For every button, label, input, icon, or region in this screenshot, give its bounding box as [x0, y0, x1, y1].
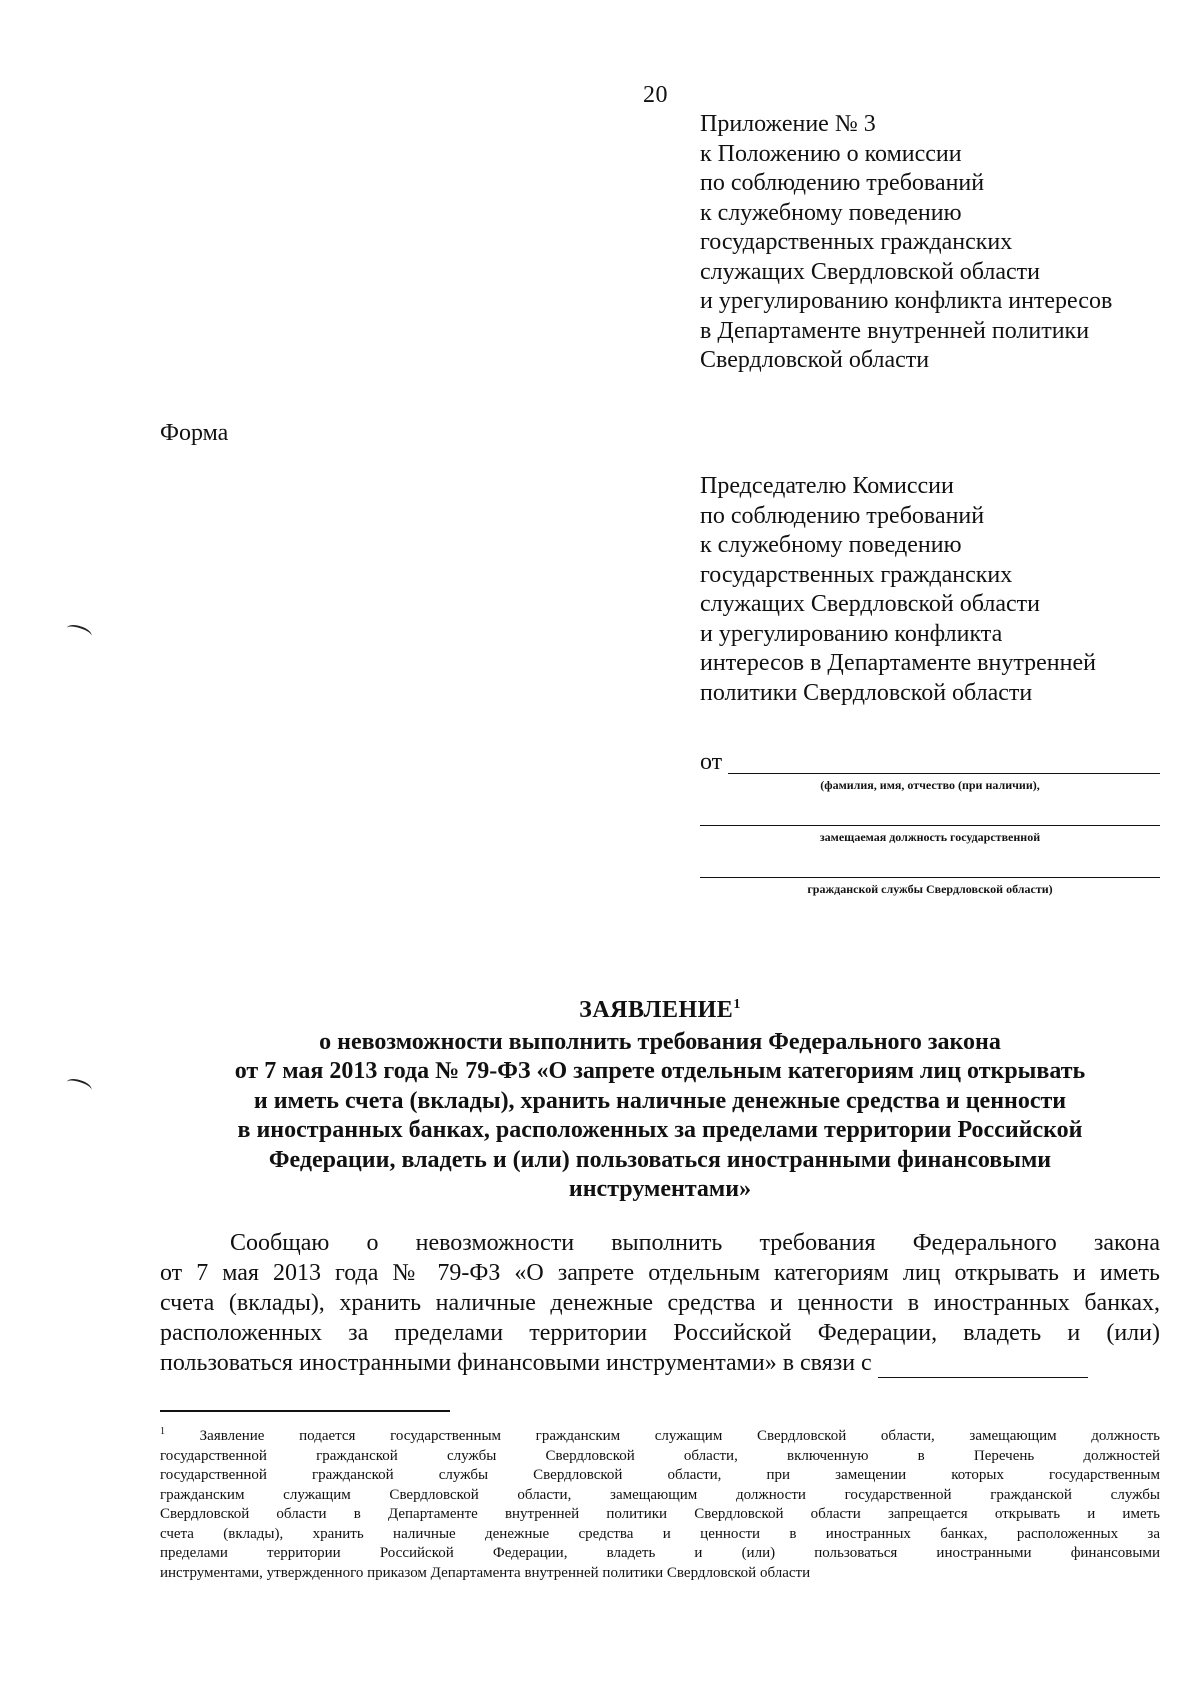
appendix-line: служащих Свердловской области [700, 258, 1040, 285]
addressee-line: по соблюдению требований [700, 502, 985, 529]
footnote-line-first [160, 1422, 1160, 1447]
document-title [170, 990, 1150, 1205]
scan-hole-mark [65, 622, 93, 641]
footnote-line: государственной гражданской службы Свердловской области, включенную в Перечень должностей [160, 1447, 1160, 1464]
addressee-line: Председателю Комиссии [700, 473, 954, 499]
title-line: инструментами» [568, 1176, 752, 1202]
title-footnote-marker: 1 [733, 997, 741, 1012]
sender-name-caption: (фамилия, имя, отчество (при наличии), [820, 778, 1040, 792]
sender-service-caption: гражданской службы Свердловской области) [807, 882, 1053, 896]
footnote-line: государственной гражданской службы Свердловской области, при замещении которых государственным [160, 1467, 1160, 1483]
body-line: Сообщаю о невозможности выполнить требования Федерального закона [230, 1230, 1160, 1256]
addressee-line: к служебному поведению [700, 532, 962, 558]
addressee-block [700, 472, 1170, 708]
title-line: о невозможности выполнить требования Федерального закона [319, 1028, 1001, 1055]
statement-body [160, 1228, 1160, 1378]
addressee-line: государственных гражданских [700, 561, 1013, 588]
footnote-line: Заявление подается государственным гражданским служащим Свердловской области, замещающим должность [199, 1428, 1161, 1444]
appendix-line: по соблюдению требований [700, 170, 985, 196]
appendix-line: к служебному поведению [700, 199, 962, 226]
sender-fields [700, 750, 1160, 896]
body-line: от 7 мая 2013 года № 79-ФЗ «О запрете отдельным категориям лиц открывать и иметь [160, 1260, 1160, 1286]
sender-position-blank[interactable] [700, 824, 1160, 826]
footnote-marker: 1 [160, 1426, 165, 1437]
title-heading [170, 990, 1150, 1026]
appendix-line: к Положению о комиссии [700, 140, 962, 167]
sender-name-row [700, 750, 1160, 774]
title-line: от 7 мая 2013 года № 79-ФЗ «О запрете отдельным категориям лиц открывать [234, 1058, 1086, 1084]
title-line: в иностранных банках, расположенных за пределами территории Российской [237, 1117, 1083, 1143]
sender-name-blank[interactable] [728, 753, 1160, 774]
sender-service-blank[interactable] [700, 876, 1160, 878]
form-label: Форма [160, 420, 229, 446]
addressee-line: политики Свердловской области [700, 679, 1033, 706]
body-line: счета (вклады), хранить наличные денежные средства и ценности в иностранных банках, [160, 1290, 1160, 1316]
body-line: пользоваться иностранными финансовыми инструментами» в связи с [160, 1350, 872, 1376]
addressee-line: интересов в Департаменте внутренней [700, 650, 1096, 676]
footnote-line: Свердловской области в Департаменте внутренней политики Свердловской области запрещается открывать и иметь [160, 1506, 1160, 1522]
reason-blank[interactable] [878, 1355, 1088, 1378]
appendix-header [700, 110, 1170, 376]
body-line: расположенных за пределами территории Российской Федерации, владеть и (или) [160, 1320, 1160, 1346]
addressee-line: служащих Свердловской области [700, 591, 1040, 617]
footnote-line: инструментами, утвержденного приказом Департамента внутренней политики Свердловской области [160, 1564, 811, 1581]
from-prefix: от [700, 749, 723, 775]
title-line: Федерации, владеть и (или) пользоваться иностранными финансовыми [268, 1146, 1052, 1173]
footnote-line: пределами территории Российской Федерации, владеть и (или) пользоваться иностранными финансовыми [160, 1545, 1160, 1561]
footnote-divider [160, 1410, 450, 1412]
page-number: 20 [643, 82, 668, 108]
appendix-line: Свердловской области [700, 347, 930, 373]
scan-hole-mark [65, 1076, 93, 1095]
appendix-line: Приложение № 3 [700, 111, 876, 137]
body-line-last [160, 1348, 1160, 1378]
title-line: и иметь счета (вклады), хранить наличные денежные средства и ценности [253, 1087, 1067, 1114]
footnote [160, 1422, 1160, 1583]
footnote-line: счета (вклады), хранить наличные денежные средства и ценности в иностранных банках, расположенных за [160, 1525, 1160, 1542]
appendix-line: государственных гражданских [700, 229, 1013, 255]
appendix-line: в Департаменте внутренней политики [700, 317, 1090, 344]
sender-position-caption: замещаемая должность государственной [819, 830, 1041, 844]
title-heading-text: ЗАЯВЛЕНИЕ [579, 997, 734, 1023]
footnote-line: гражданским служащим Свердловской области, замещающим должности государственной гражданской службы [160, 1486, 1160, 1503]
addressee-line: и урегулированию конфликта [700, 620, 1003, 647]
appendix-line: и урегулированию конфликта интересов [700, 288, 1113, 314]
